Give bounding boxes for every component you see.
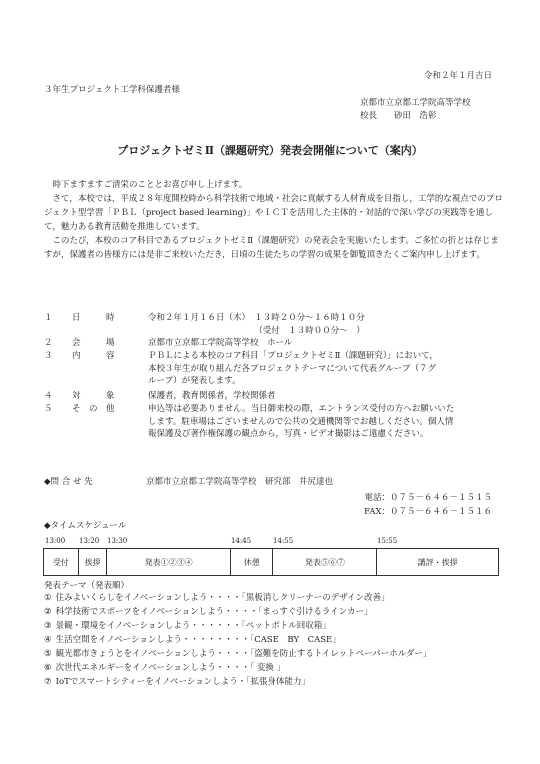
- schedule-block: 受付: [44, 549, 79, 575]
- schedule-block: 発表⑤⑥⑦: [273, 549, 377, 575]
- theme-category: IoTでスマートシティーをイノベーションしよう・: [55, 677, 247, 687]
- theme-title: 「盗難を防止するトイレットペーパーホルダー」: [249, 649, 432, 659]
- detail-label: 会 場: [72, 338, 115, 348]
- contact-organization: 京都市立京都工学院高等学校 研究部 井尻達也: [146, 477, 334, 487]
- greeting-paragraph: 時下ますますご清栄のこととお喜び申し上げます。: [52, 180, 248, 190]
- theme-category: 観光都市きょうとをイノベーションしよう・・・・: [55, 649, 250, 659]
- sender-principal: 校長 砂田 浩彰: [360, 111, 437, 121]
- theme-category: 次世代エネルギーをイノベーションしよう・・・・: [55, 663, 250, 673]
- schedule-block: 休憩: [231, 549, 274, 575]
- detail-number: ４: [44, 391, 53, 401]
- theme-number: ④: [44, 635, 52, 645]
- theme-item: [44, 648, 431, 660]
- contact-phone: 電話：０７５－６４６－１５１５: [364, 493, 492, 503]
- theme-item: [44, 606, 373, 618]
- schedule-block: 発表①②③④: [107, 549, 231, 575]
- detail-value-line: ループ）が発表します。: [148, 376, 241, 386]
- detail-value-line: 保護者，教育関係者，学校関係者: [148, 391, 276, 401]
- contact-label: ◆問 合 せ 先: [44, 477, 93, 487]
- schedule-time: 14:45: [231, 537, 252, 545]
- theme-item: [44, 592, 390, 604]
- document-date: 令和２年１月吉日: [423, 71, 492, 81]
- schedule-block: 挨拶: [79, 549, 108, 575]
- detail-value-line: 令和２年１月１６日（木） １３時２０分～１６時１０分: [148, 313, 365, 323]
- addressee: ３年生プロジェクト工学科保護者様: [44, 85, 180, 95]
- theme-number: ①: [44, 593, 52, 603]
- detail-value-line: します。駐車場はございませんので公共の交通機関等でお越しください。個人情: [148, 416, 454, 427]
- detail-value-line: 本校３年生が取り組んだ各プロジェクトテーマについて代表グループ（７グ: [148, 363, 436, 374]
- schedule-block: 講評・挨拶: [417, 557, 458, 567]
- theme-category: 住みよいくらしをイノベーションしよう・・・・: [55, 593, 242, 603]
- theme-number: ⑥: [44, 663, 52, 673]
- detail-value-line: ＰＢＬによる本校のコア科目「プロジェクトゼミⅡ（課題研究）」において，: [148, 351, 438, 361]
- theme-category: 生活空間をイノベーションしよう・・・・・・・・: [55, 635, 250, 645]
- theme-item: [44, 634, 341, 646]
- theme-title: 「まっすぐ引けるラインカー」: [258, 607, 373, 617]
- theme-number: ⑤: [44, 649, 52, 659]
- theme-category: 科学技術でスポーツをイノベーションしよう・・・・: [55, 607, 259, 617]
- contact-fax: FAX：０７５－６４６－１５１６: [364, 507, 492, 517]
- detail-number: １: [44, 313, 53, 323]
- theme-title: 「ペットボトル回収箱」: [241, 621, 331, 631]
- body-text: [44, 178, 504, 262]
- schedule-time: 15:55: [377, 537, 398, 545]
- detail-label: 対 象: [72, 391, 115, 401]
- detail-value-line: （受付 １３時００分～ ）: [148, 325, 365, 336]
- schedule-time: 13:20: [79, 537, 100, 545]
- theme-number: ⑦: [44, 677, 52, 687]
- detail-number: ３: [44, 351, 53, 361]
- theme-number: ②: [44, 607, 52, 617]
- theme-item: [44, 676, 310, 688]
- sender-school: 京都市立京都工学院高等学校: [360, 98, 471, 108]
- schedule-heading: ◆タイムスケジュール: [44, 521, 127, 531]
- detail-value-line: 申込等は必要ありません。当日御来校の際，エントランス受付の方へお願いいた: [148, 404, 455, 414]
- themes-heading: 発表テーマ（発表順）: [44, 581, 130, 591]
- detail-value-line: 京都市立京都工学院高等学校 ホール: [148, 338, 293, 348]
- theme-item: [44, 620, 331, 632]
- detail-label: 日 時: [72, 313, 115, 323]
- theme-category: 景観・環境をイノベーションしよう・・・・・・: [55, 621, 242, 631]
- theme-item: [44, 662, 285, 674]
- schedule-time: 14:55: [273, 537, 294, 545]
- theme-title: 「黒板消しクリーナーのデザイン改善」: [241, 593, 390, 603]
- schedule-timeline: [43, 548, 499, 576]
- detail-number: ２: [44, 338, 53, 348]
- theme-title: 「拡張身体能力」: [246, 677, 310, 687]
- document-title: プロジェクトゼミⅡ（課題研究）発表会開催について（案内）: [117, 144, 423, 157]
- theme-title: 「 変換 」: [249, 663, 286, 673]
- schedule-time: 13:00: [45, 537, 66, 545]
- intro-paragraph: さて，本校では，平成２８年度開校時から科学技術で地域・社会に貢献する人材育成を目指し，工学的な視点でのプロジェクト型学習「ＰＢＬ（project based learning)」やＩＣＴを活用した主体的・対話的で深い学びの実践等を通して，魅力ある教育活動を推進しています。: [44, 194, 503, 232]
- theme-title: 「CASE BY CASE」: [249, 635, 341, 645]
- theme-number: ③: [44, 621, 52, 631]
- detail-label: そ の 他: [72, 404, 115, 414]
- detail-value-line: 報保護及び著作権保護の観点から，写真・ビデオ撮影はご遠慮ください。: [148, 429, 429, 439]
- detail-label: 内 容: [72, 351, 115, 361]
- schedule-time: 13:30: [107, 537, 128, 545]
- detail-number: ５: [44, 404, 53, 414]
- invitation-paragraph: このたび，本校のコア科目であるプロジェクトゼミⅡ（課題研究）の発表会を実施いたします。ご多忙の折とは存じますが，保護者の皆様方には是非ご来校いただき，日頃の生徒たちの学習の成果を御覧頂きたくご案内申し上げます。: [44, 236, 499, 260]
